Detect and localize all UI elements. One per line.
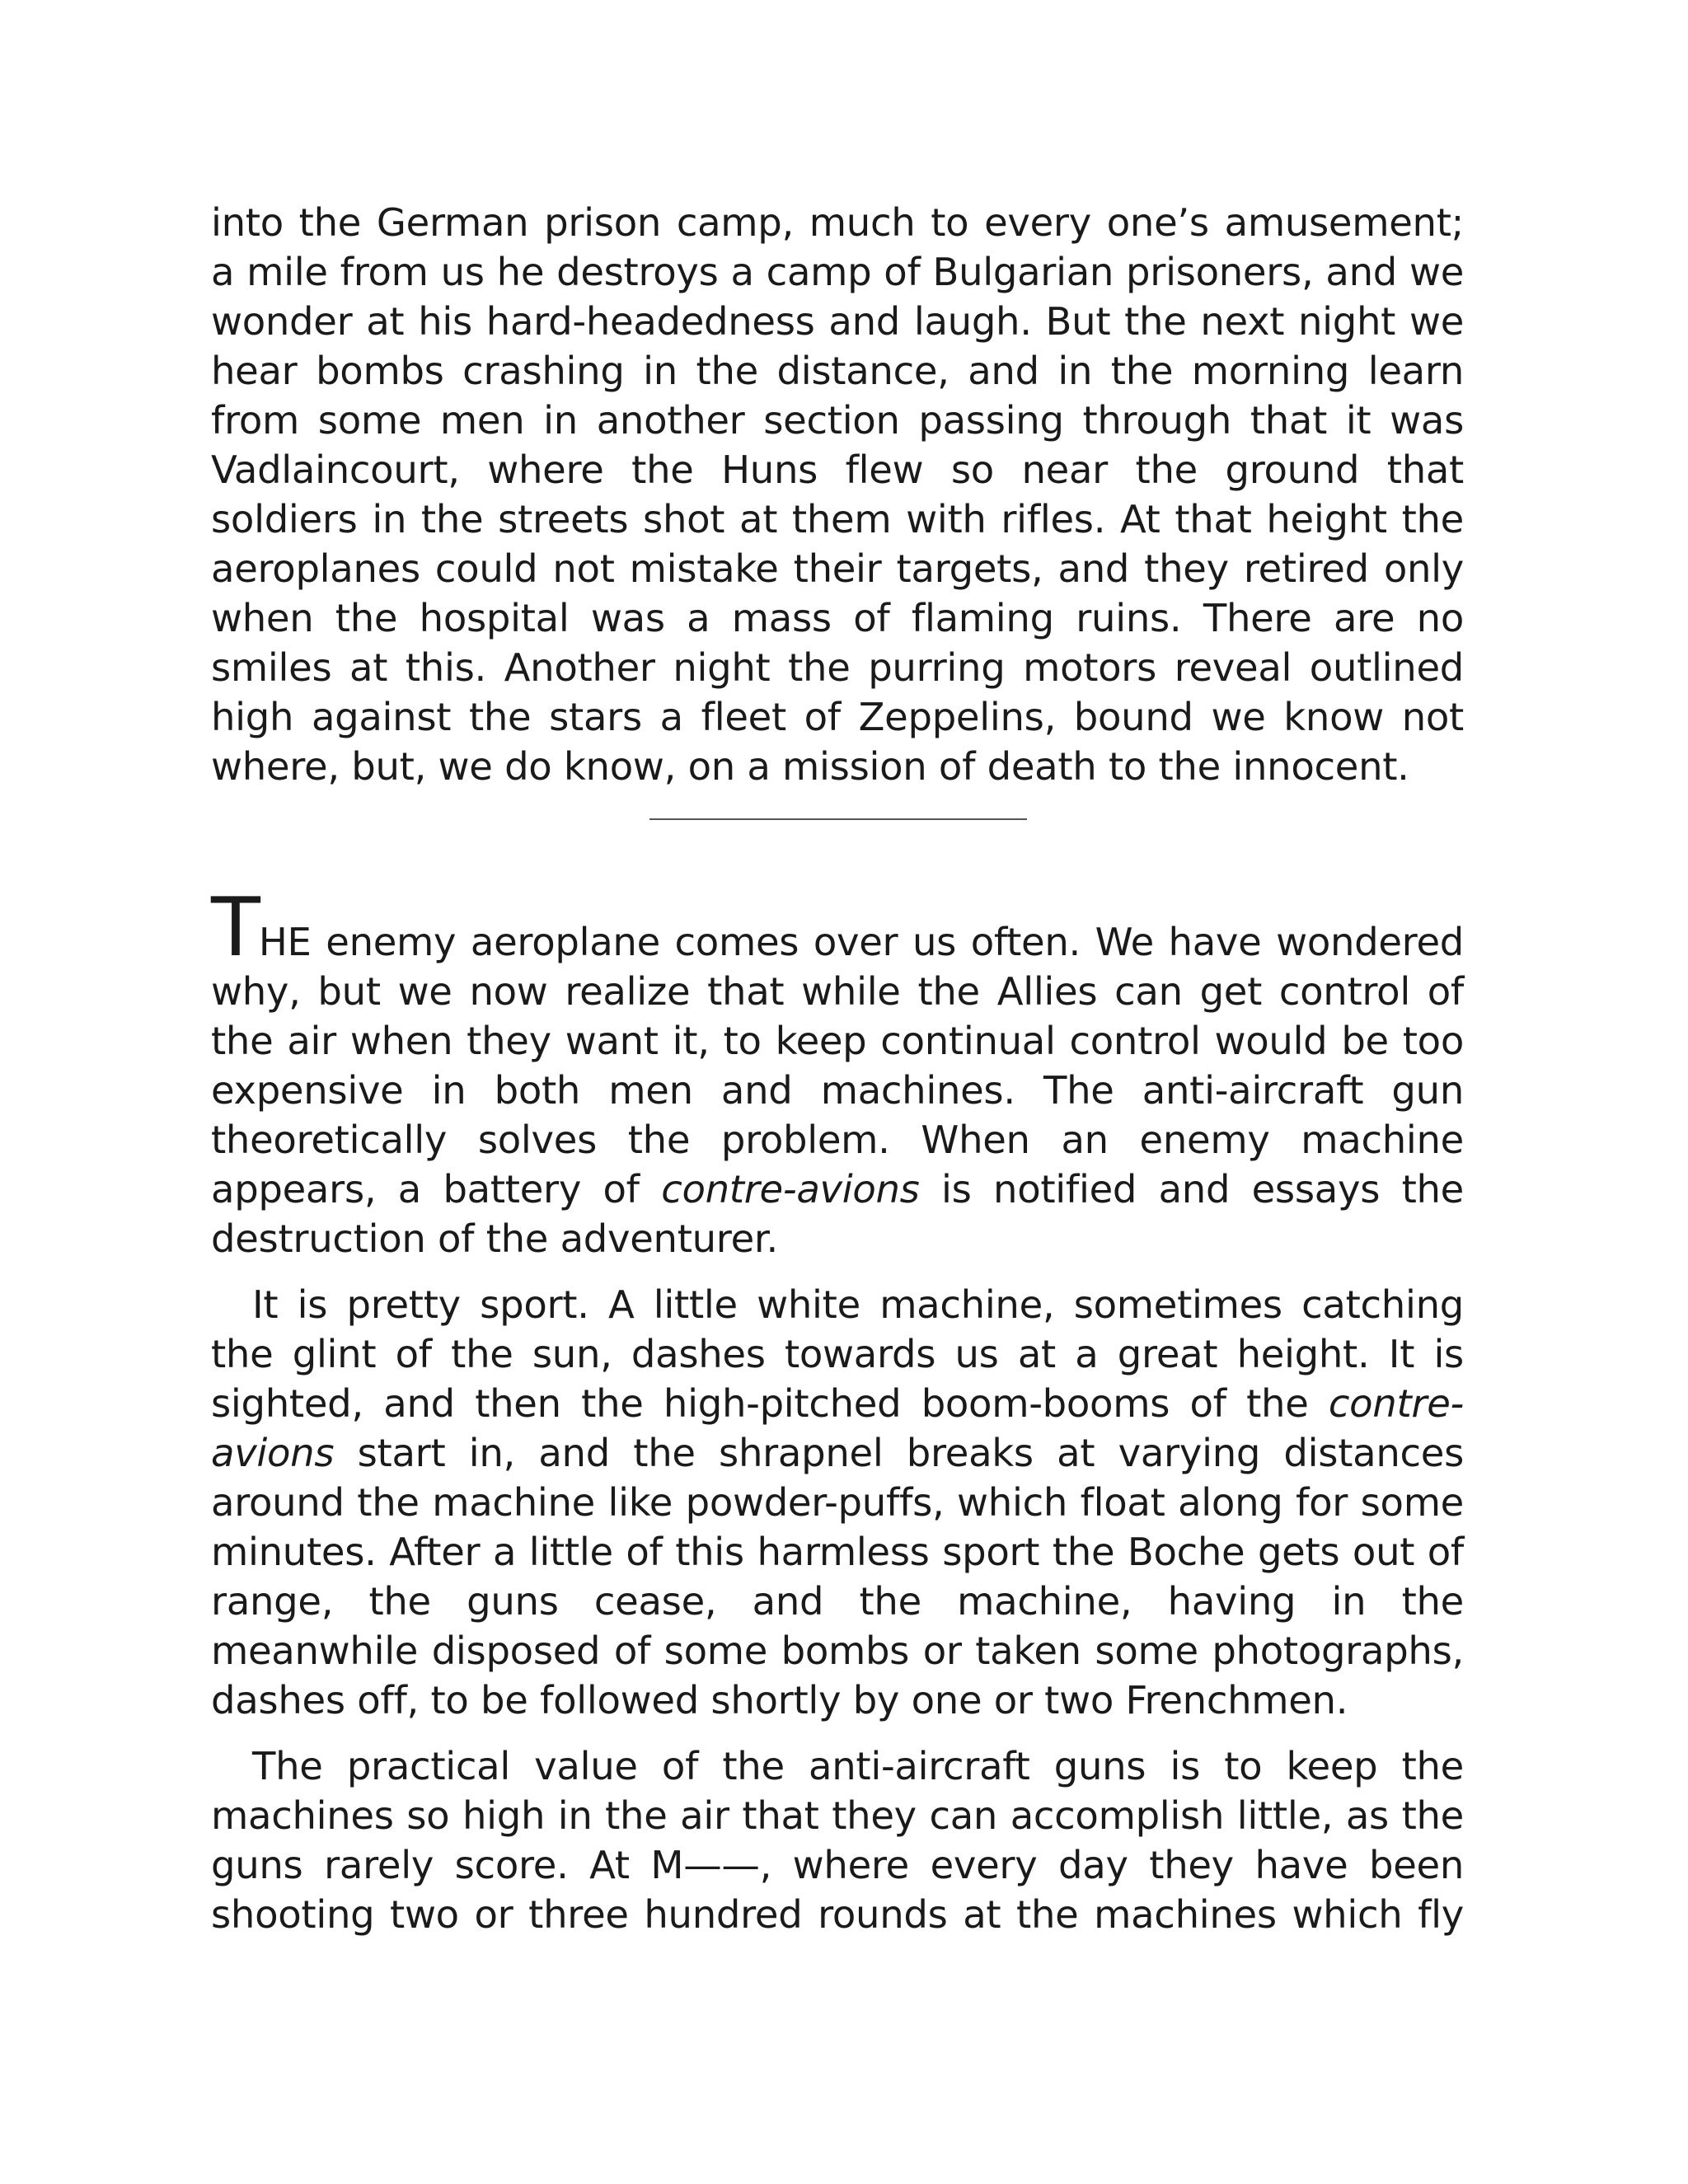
section-divider — [649, 818, 1027, 820]
paragraph-continued: into the German prison camp, much to every one’s amusement; a mile from us he destroys a camp of Bulgarian prisoners, and we wonder at his hard-headedness and laugh. But the next night we hear bombs crashing in the distance, and in the morning learn from some men in another section passing through that it was Vadlaincourt, where the Huns flew so near the ground that soldiers in the streets shot at them with rifles. At that height the aeroplanes could not mistake their targets, and they retired only when the hospital was a mass of flaming ruins. There are no smiles at this. Another night the purring motors reveal outlined high against the stars a fleet of Zeppelins, bound we know not where, but, we do know, on a mission of death to the innocent. — [211, 200, 1464, 789]
paragraph-opening — [211, 881, 1464, 1263]
paragraph-pretty-sport-text-b: start in, and the shrapnel breaks at varying distances around the machine like powder-puffs, which float along for some minutes. After a little of this harmless sport the Boche gets out of range, the guns cease, and the machine, having in the meanwhile disposed of some bombs or taken some photographs, dashes off, to be followed shortly by one or two Frenchmen. — [211, 1431, 1464, 1722]
section-divider-wrap — [211, 791, 1464, 890]
paragraph-practical-value: The practical value of the anti-aircraft guns is to keep the machines so high in the air that they can accomplish little, as the guns rarely score. At M——, where every day they have been shooting two or three hundred rounds at the machines which fly — [211, 1744, 1464, 1937]
drop-cap: T — [211, 881, 259, 975]
paragraph-pretty-sport-italic: contre-avions — [211, 1381, 1464, 1475]
book-page — [211, 198, 1464, 1939]
paragraph-opening-text-a: HE enemy aeroplane comes over us often. We have wondered why, but we now realize that while the Allies can get control of the air when they want it, to keep continual control would be too expensive in both men and machines. The anti-aircraft gun theoretically solves the problem. When an enemy machine appears, a battery of — [211, 920, 1464, 1212]
paragraph-opening-italic: contre-avions — [661, 1167, 920, 1212]
paragraph-pretty-sport — [211, 1280, 1464, 1725]
paragraph-pretty-sport-text-a: It is pretty sport. A little white machine, sometimes catching the glint of the sun, dashes towards us at a great height. It is sighted, and then the high-pitched boom-booms of the — [211, 1282, 1464, 1426]
section-contre-avions — [211, 881, 1464, 1939]
paragraph-opening-text-b: is notified and essays the destruction of the adventurer. — [211, 1167, 1464, 1261]
